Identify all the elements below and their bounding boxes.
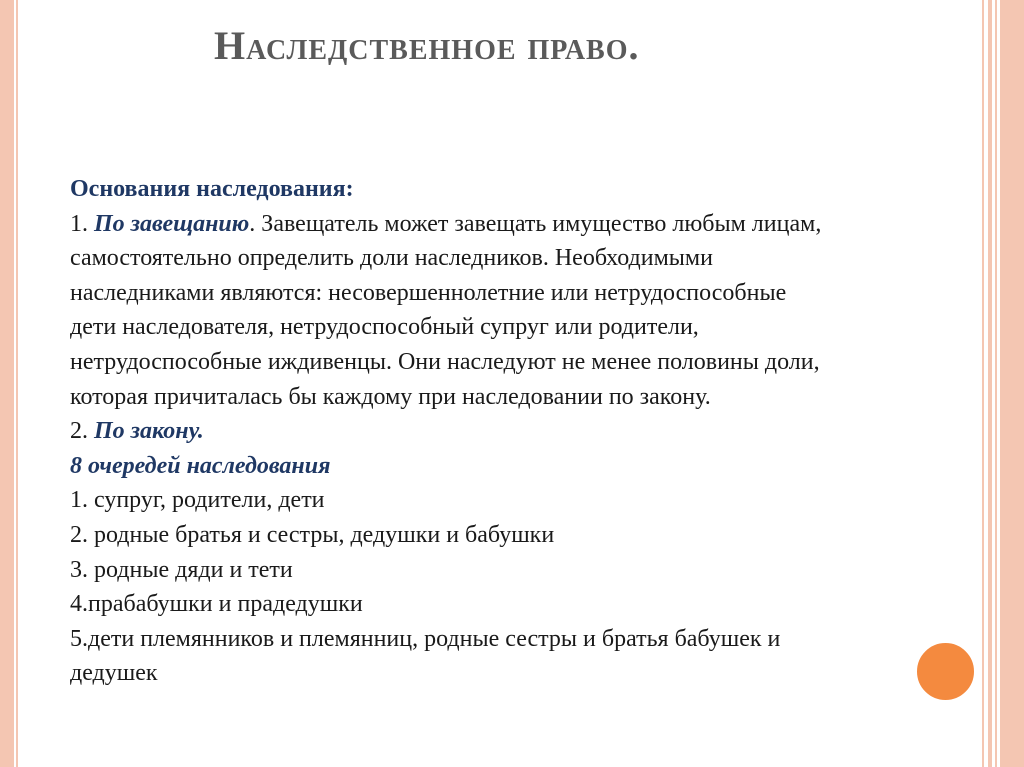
queue-item: 5.дети племянников и племянниц, родные сестры и братья бабушек и	[70, 625, 781, 652]
queues-heading: 8 очередей наследования	[70, 452, 331, 479]
item-1-text-line: самостоятельно определить доли наследников. Необходимыми	[70, 245, 713, 272]
right-frame	[982, 0, 1024, 767]
queue-item: 3. родные дяди и тети	[70, 556, 293, 583]
item-1-text: . Завещатель может завещать имущество любым лицам,	[249, 210, 822, 237]
section-heading: Основания наследования:	[70, 176, 354, 202]
item-1-text-line: которая причиталась бы каждому при наследовании по закону.	[70, 383, 711, 410]
item-2-label: По закону.	[94, 418, 204, 445]
queue-item: 4.прабабушки и прадедушки	[70, 591, 363, 618]
item-1-text-line: наследниками являются: несовершеннолетние или нетрудоспособные	[70, 279, 787, 306]
accent-circle-decoration	[915, 641, 976, 702]
item-1-number: 1.	[70, 210, 94, 237]
queue-item: 2. родные братья и сестры, дедушки и бабушки	[70, 521, 555, 548]
left-frame-line	[16, 0, 18, 767]
item-1-label: По завещанию	[94, 210, 250, 237]
slide-title: Наследственное право.	[214, 23, 640, 68]
queue-item-continued: дедушек	[70, 660, 158, 687]
item-1-text-line: дети наследователя, нетрудоспособный супруг или родители,	[70, 314, 699, 341]
item-1-line	[70, 207, 970, 242]
slide-body	[70, 172, 970, 691]
content-area	[34, 0, 976, 767]
item-2-number: 2.	[70, 418, 94, 445]
queue-item: 1. супруг, родители, дети	[70, 487, 325, 514]
item-1-text-line: нетрудоспособные иждивенцы. Они наследуют не менее половины доли,	[70, 348, 820, 375]
left-frame-band	[0, 0, 14, 767]
item-2-line	[70, 414, 970, 449]
